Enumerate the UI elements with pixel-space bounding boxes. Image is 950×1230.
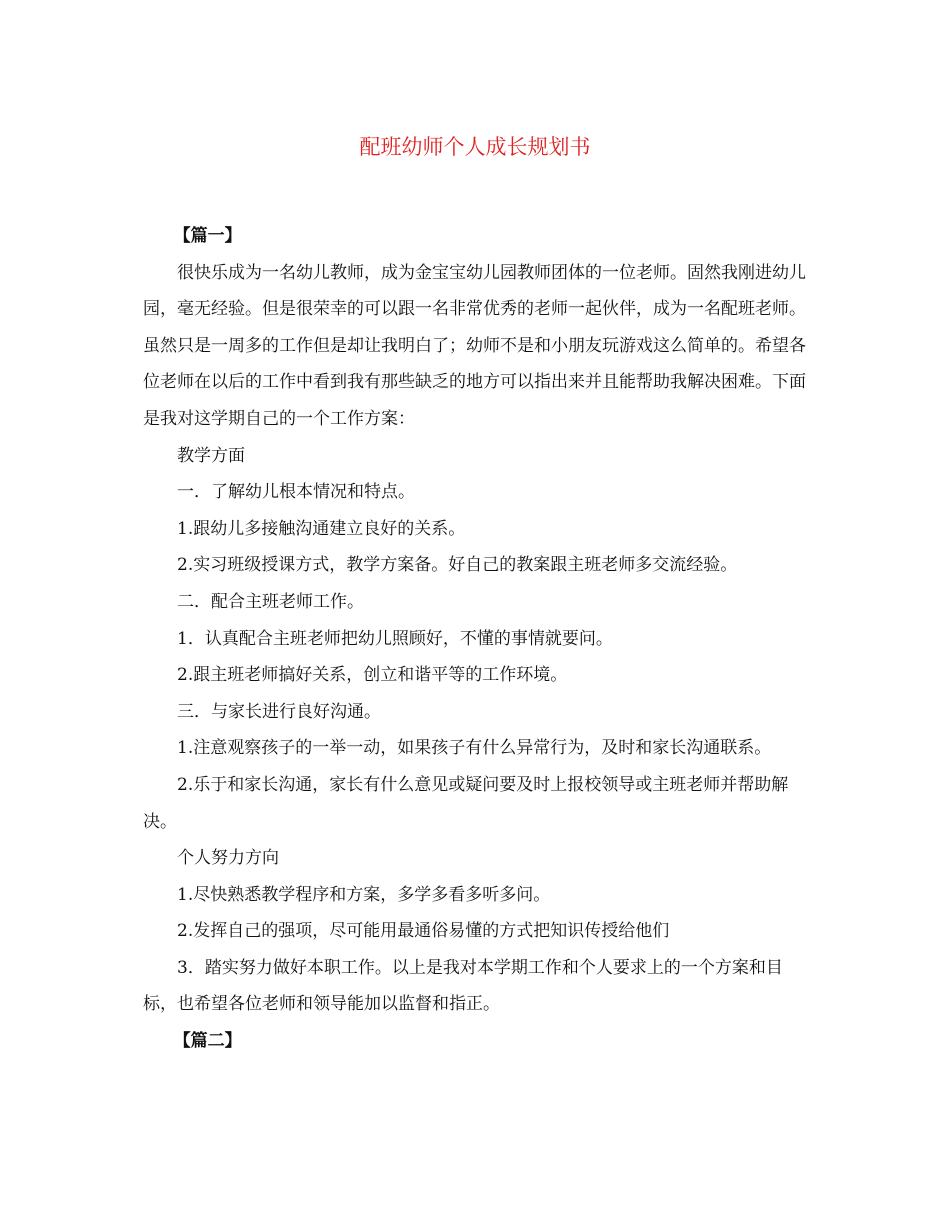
item-one: 一．了解幼儿根本情况和特点。 xyxy=(177,482,415,503)
item-one-1: 1.跟幼儿多接触沟通建立良好的关系。 xyxy=(177,518,466,539)
section-heading-1: 【篇一】 xyxy=(173,226,242,246)
personal-item-1: 1.尽快熟悉教学程序和方案，多学多看多听多问。 xyxy=(177,884,551,905)
subheading-personal: 个人努力方向 xyxy=(177,848,279,869)
item-two-1: 1．认真配合主班老师把幼儿照顾好，不懂的事情就要问。 xyxy=(177,628,613,649)
item-one-2: 2.实习班级授课方式，教学方案备。好自己的教案跟主班老师多交流经验。 xyxy=(177,555,738,576)
personal-item-2: 2.发挥自己的强项，尽可能用最通俗易懂的方式把知识传授给他们 xyxy=(177,921,670,942)
item-three: 三．与家长进行良好沟通。 xyxy=(177,701,381,722)
document-body xyxy=(143,218,813,1060)
item-three-1: 1.注意观察孩子的一举一动，如果孩子有什么异常行为，及时和家长沟通联系。 xyxy=(177,738,772,759)
document-title: 配班幼师个人成长规划书 xyxy=(359,135,591,159)
item-two-2: 2.跟主班老师搞好关系，创立和谐平等的工作环境。 xyxy=(177,665,568,686)
section-heading-2: 【篇二】 xyxy=(173,1031,242,1052)
intro-paragraph: 很快乐成为一名幼儿教师，成为金宝宝幼儿园教师团体的一位老师。固然我刚进幼儿园，毫无经验。但是很荣幸的可以跟一名非常优秀的老师一起伙伴，成为一名配班老师。虽然只是一周多的工作但是却让我明白了；幼师不是和小朋友玩游戏这么简单的。希望各位老师在以后的工作中看到我有那些缺乏的地方可以指出来并且能帮助我解决困难。下面是我对这学期自己的一个工作方案： xyxy=(143,262,806,429)
personal-item-3: 3．踏实努力做好本职工作。以上是我对本学期工作和个人要求上的一个方案和目标，也希望各位老师和领导能加以监督和指正。 xyxy=(143,957,783,1015)
item-three-2: 2.乐于和家长沟通，家长有什么意见或疑问要及时上报校领导或主班老师并帮助解决。 xyxy=(143,774,789,832)
subheading-teaching: 教学方面 xyxy=(177,445,245,466)
item-two: 二．配合主班老师工作。 xyxy=(177,591,364,612)
